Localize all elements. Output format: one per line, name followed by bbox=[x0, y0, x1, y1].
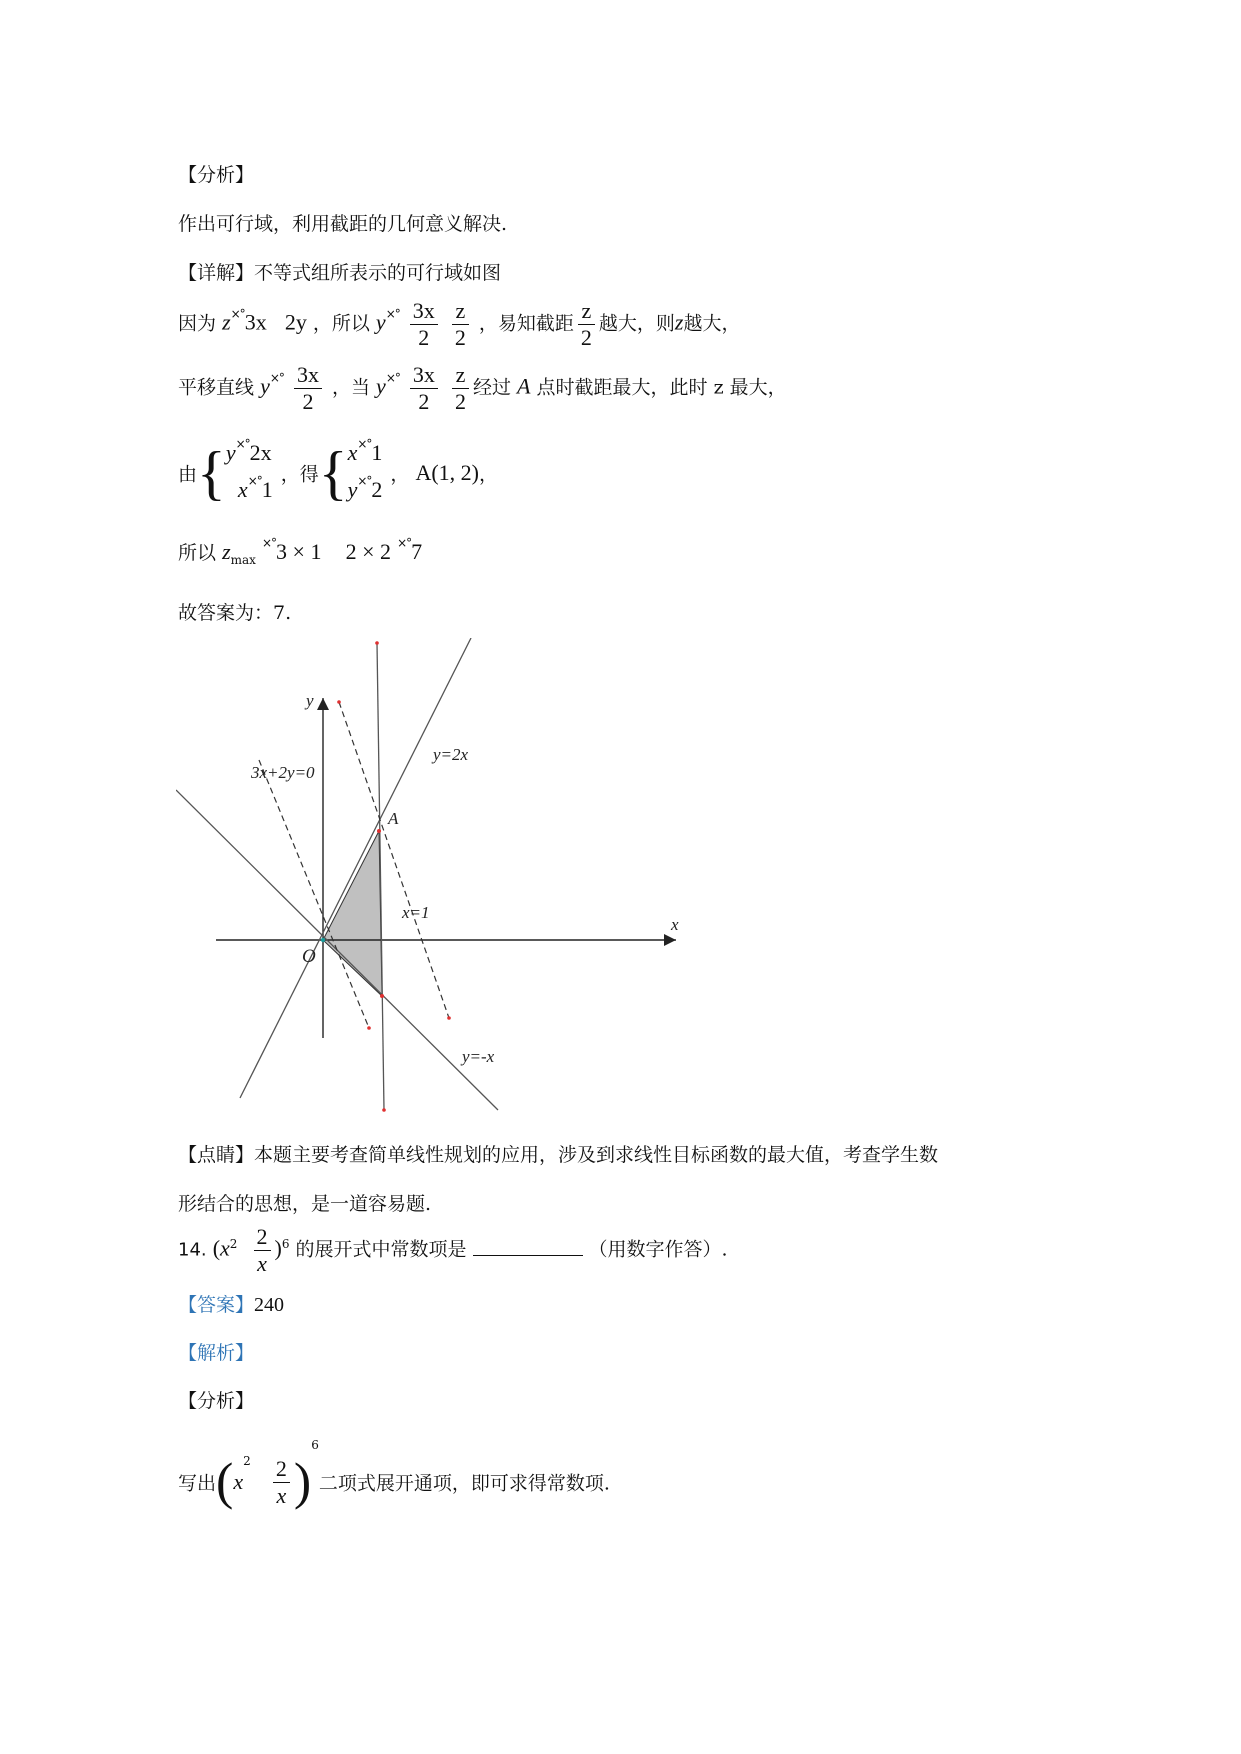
exponent-6: 6 bbox=[311, 1438, 319, 1452]
endpoint-dot bbox=[447, 1016, 451, 1020]
origin-label: O bbox=[302, 946, 316, 967]
line-by: 由{ y×°2x x×°1 ，得{ x×°1 y×°2 ， A(1, 2)， bbox=[178, 436, 498, 510]
detail-text: 不等式组所表示的可行域如图 bbox=[254, 262, 502, 284]
square-sup: 2 bbox=[243, 1454, 251, 1468]
line-zmax bbox=[178, 538, 422, 567]
equals-artifact: ×° bbox=[261, 536, 277, 550]
vertex-dot bbox=[380, 994, 384, 998]
equals-artifact: ×° bbox=[385, 306, 400, 321]
so-text: ，所以 bbox=[312, 312, 370, 335]
line-y2x-label: y=2x bbox=[433, 745, 469, 764]
exponent-6: 6 bbox=[281, 1237, 290, 1252]
x-axis-arrow-icon bbox=[664, 934, 676, 946]
feasible-region bbox=[323, 831, 382, 996]
write-text: 二项式展开通项，即可求得常数项. bbox=[318, 1472, 610, 1495]
pass-text: 经过 bbox=[472, 376, 511, 399]
feasible-region-figure bbox=[176, 638, 696, 1118]
fraction-z-2b: $\frac{z}{2}$ bbox=[578, 298, 595, 351]
fraction-3x-2b: $\frac{3x}{2}$ bbox=[410, 362, 438, 415]
x-axis-label: x bbox=[671, 915, 679, 934]
fraction-z-2: $\frac{z}{2}$ bbox=[452, 298, 469, 351]
equals-artifact: ×° bbox=[230, 306, 245, 321]
y-var: y bbox=[375, 309, 386, 335]
y-axis-arrow-icon bbox=[317, 698, 329, 710]
answer-text-1: 故答案为：7. bbox=[178, 602, 292, 624]
larger-text-2: 越大， bbox=[683, 312, 741, 335]
expr-3x: 3x bbox=[244, 309, 267, 335]
endpoint-dot bbox=[367, 1026, 371, 1030]
origin-dot bbox=[321, 938, 325, 942]
larger-text: 越大，则 bbox=[598, 312, 675, 335]
fraction-3x-2: $\frac{3x}{2}$ bbox=[294, 362, 322, 415]
base-x: x bbox=[233, 1469, 244, 1494]
z-var: z bbox=[222, 539, 231, 564]
max-text: 点时截距最大，此时 z 最大， bbox=[536, 376, 787, 399]
answer-label: 【答案】 bbox=[178, 1294, 255, 1316]
equals-artifact: ×° bbox=[269, 370, 284, 385]
question-text: 的展开式中常数项是 bbox=[295, 1238, 467, 1261]
point-a-var: A bbox=[517, 373, 531, 399]
fraction-z-2: $\frac{z}{2}$ bbox=[452, 362, 469, 415]
comma: ， bbox=[479, 463, 499, 486]
equals-artifact: ×° bbox=[385, 370, 400, 385]
shift-prefix: 平移直线 bbox=[178, 376, 255, 399]
answer-blank bbox=[473, 1237, 583, 1256]
by-prefix: 由 bbox=[178, 463, 198, 486]
point-a-label: A bbox=[388, 809, 399, 828]
line-shift bbox=[178, 362, 787, 415]
line-because bbox=[178, 298, 741, 351]
so-prefix: 所以 bbox=[178, 542, 217, 564]
point-a-dot bbox=[377, 829, 381, 833]
line-ymx-label: y=-x bbox=[462, 1047, 495, 1066]
question-number: 14. bbox=[178, 1239, 207, 1261]
comment-line-1 bbox=[178, 1140, 938, 1167]
fraction-3x-2: $\frac{3x}{2}$ bbox=[410, 298, 438, 351]
fraction-2-x: $\frac{2}{x}$ bbox=[273, 1456, 290, 1509]
analysis-text-1: 作出可行域，利用截距的几何意义解决. bbox=[178, 213, 508, 235]
max-subscript: max bbox=[230, 552, 256, 567]
z-var: z bbox=[222, 309, 231, 335]
question-14: 14. ($x^2$ $\frac{2}{x}$ )$^6$ 的展开式中常数项是 （用数字作答）. bbox=[178, 1224, 728, 1276]
brace-1: { bbox=[197, 440, 226, 506]
square-sup: 2 bbox=[229, 1237, 238, 1252]
system-1: y×°2x x×°1 bbox=[225, 437, 273, 502]
y-axis-label: y bbox=[306, 691, 314, 710]
get-text: ，得 bbox=[280, 463, 319, 486]
y-var: y bbox=[260, 373, 270, 399]
result-7: 7 bbox=[411, 539, 423, 564]
point-a: A(1, 2) bbox=[415, 460, 479, 485]
expr-2y: 2y bbox=[284, 309, 307, 335]
z-var-2: z bbox=[674, 309, 684, 335]
fraction-2-x: $\frac{2}{x}$ bbox=[254, 1224, 271, 1277]
expr-3x1: 3 × 1 bbox=[276, 539, 322, 564]
answer-value: 240 bbox=[254, 1294, 285, 1316]
when-text: ，当 bbox=[331, 376, 370, 399]
base-x: x bbox=[220, 1235, 230, 1261]
detail-heading: 【详解】 bbox=[178, 262, 255, 284]
expr-2x2: 2 × 2 bbox=[345, 539, 392, 564]
write-prefix: 写出 bbox=[178, 1472, 217, 1495]
line-x1-label: x=1 bbox=[402, 903, 430, 922]
comment-text-1: 本题主要考查简单线性规划的应用，涉及到求线性目标函数的最大值，考查学生数 bbox=[254, 1144, 939, 1166]
endpoint-dot bbox=[337, 700, 341, 704]
intercept-text: ，易知截距 bbox=[478, 312, 574, 335]
jiexi-label: 【解析】 bbox=[178, 1342, 255, 1364]
system-2: x×°1 y×°2 bbox=[347, 437, 383, 502]
endpoint-dot bbox=[375, 641, 379, 645]
endpoint-dot bbox=[382, 1108, 386, 1112]
analysis-heading-2: 【分析】 bbox=[178, 1390, 255, 1412]
right-paren: ) bbox=[293, 1453, 312, 1511]
brace-2: { bbox=[318, 440, 348, 506]
equals-artifact: ×° bbox=[397, 536, 412, 550]
y-var-2: y bbox=[376, 373, 386, 399]
detail-line bbox=[178, 258, 501, 285]
analysis-heading-1: 【分析】 bbox=[178, 164, 255, 186]
write-out-line bbox=[178, 1438, 610, 1512]
question-hint: （用数字作答）. bbox=[588, 1238, 728, 1261]
objective-label: 3x+2y=0 bbox=[251, 763, 315, 782]
answer-line bbox=[178, 1290, 284, 1317]
comment-text-2: 形结合的思想，是一道容易题. bbox=[178, 1193, 432, 1215]
line-y-2x bbox=[240, 638, 471, 1098]
left-paren: ( bbox=[216, 1453, 234, 1511]
because-prefix: 因为 bbox=[178, 312, 217, 335]
comment-heading: 【点睛】 bbox=[178, 1144, 255, 1166]
